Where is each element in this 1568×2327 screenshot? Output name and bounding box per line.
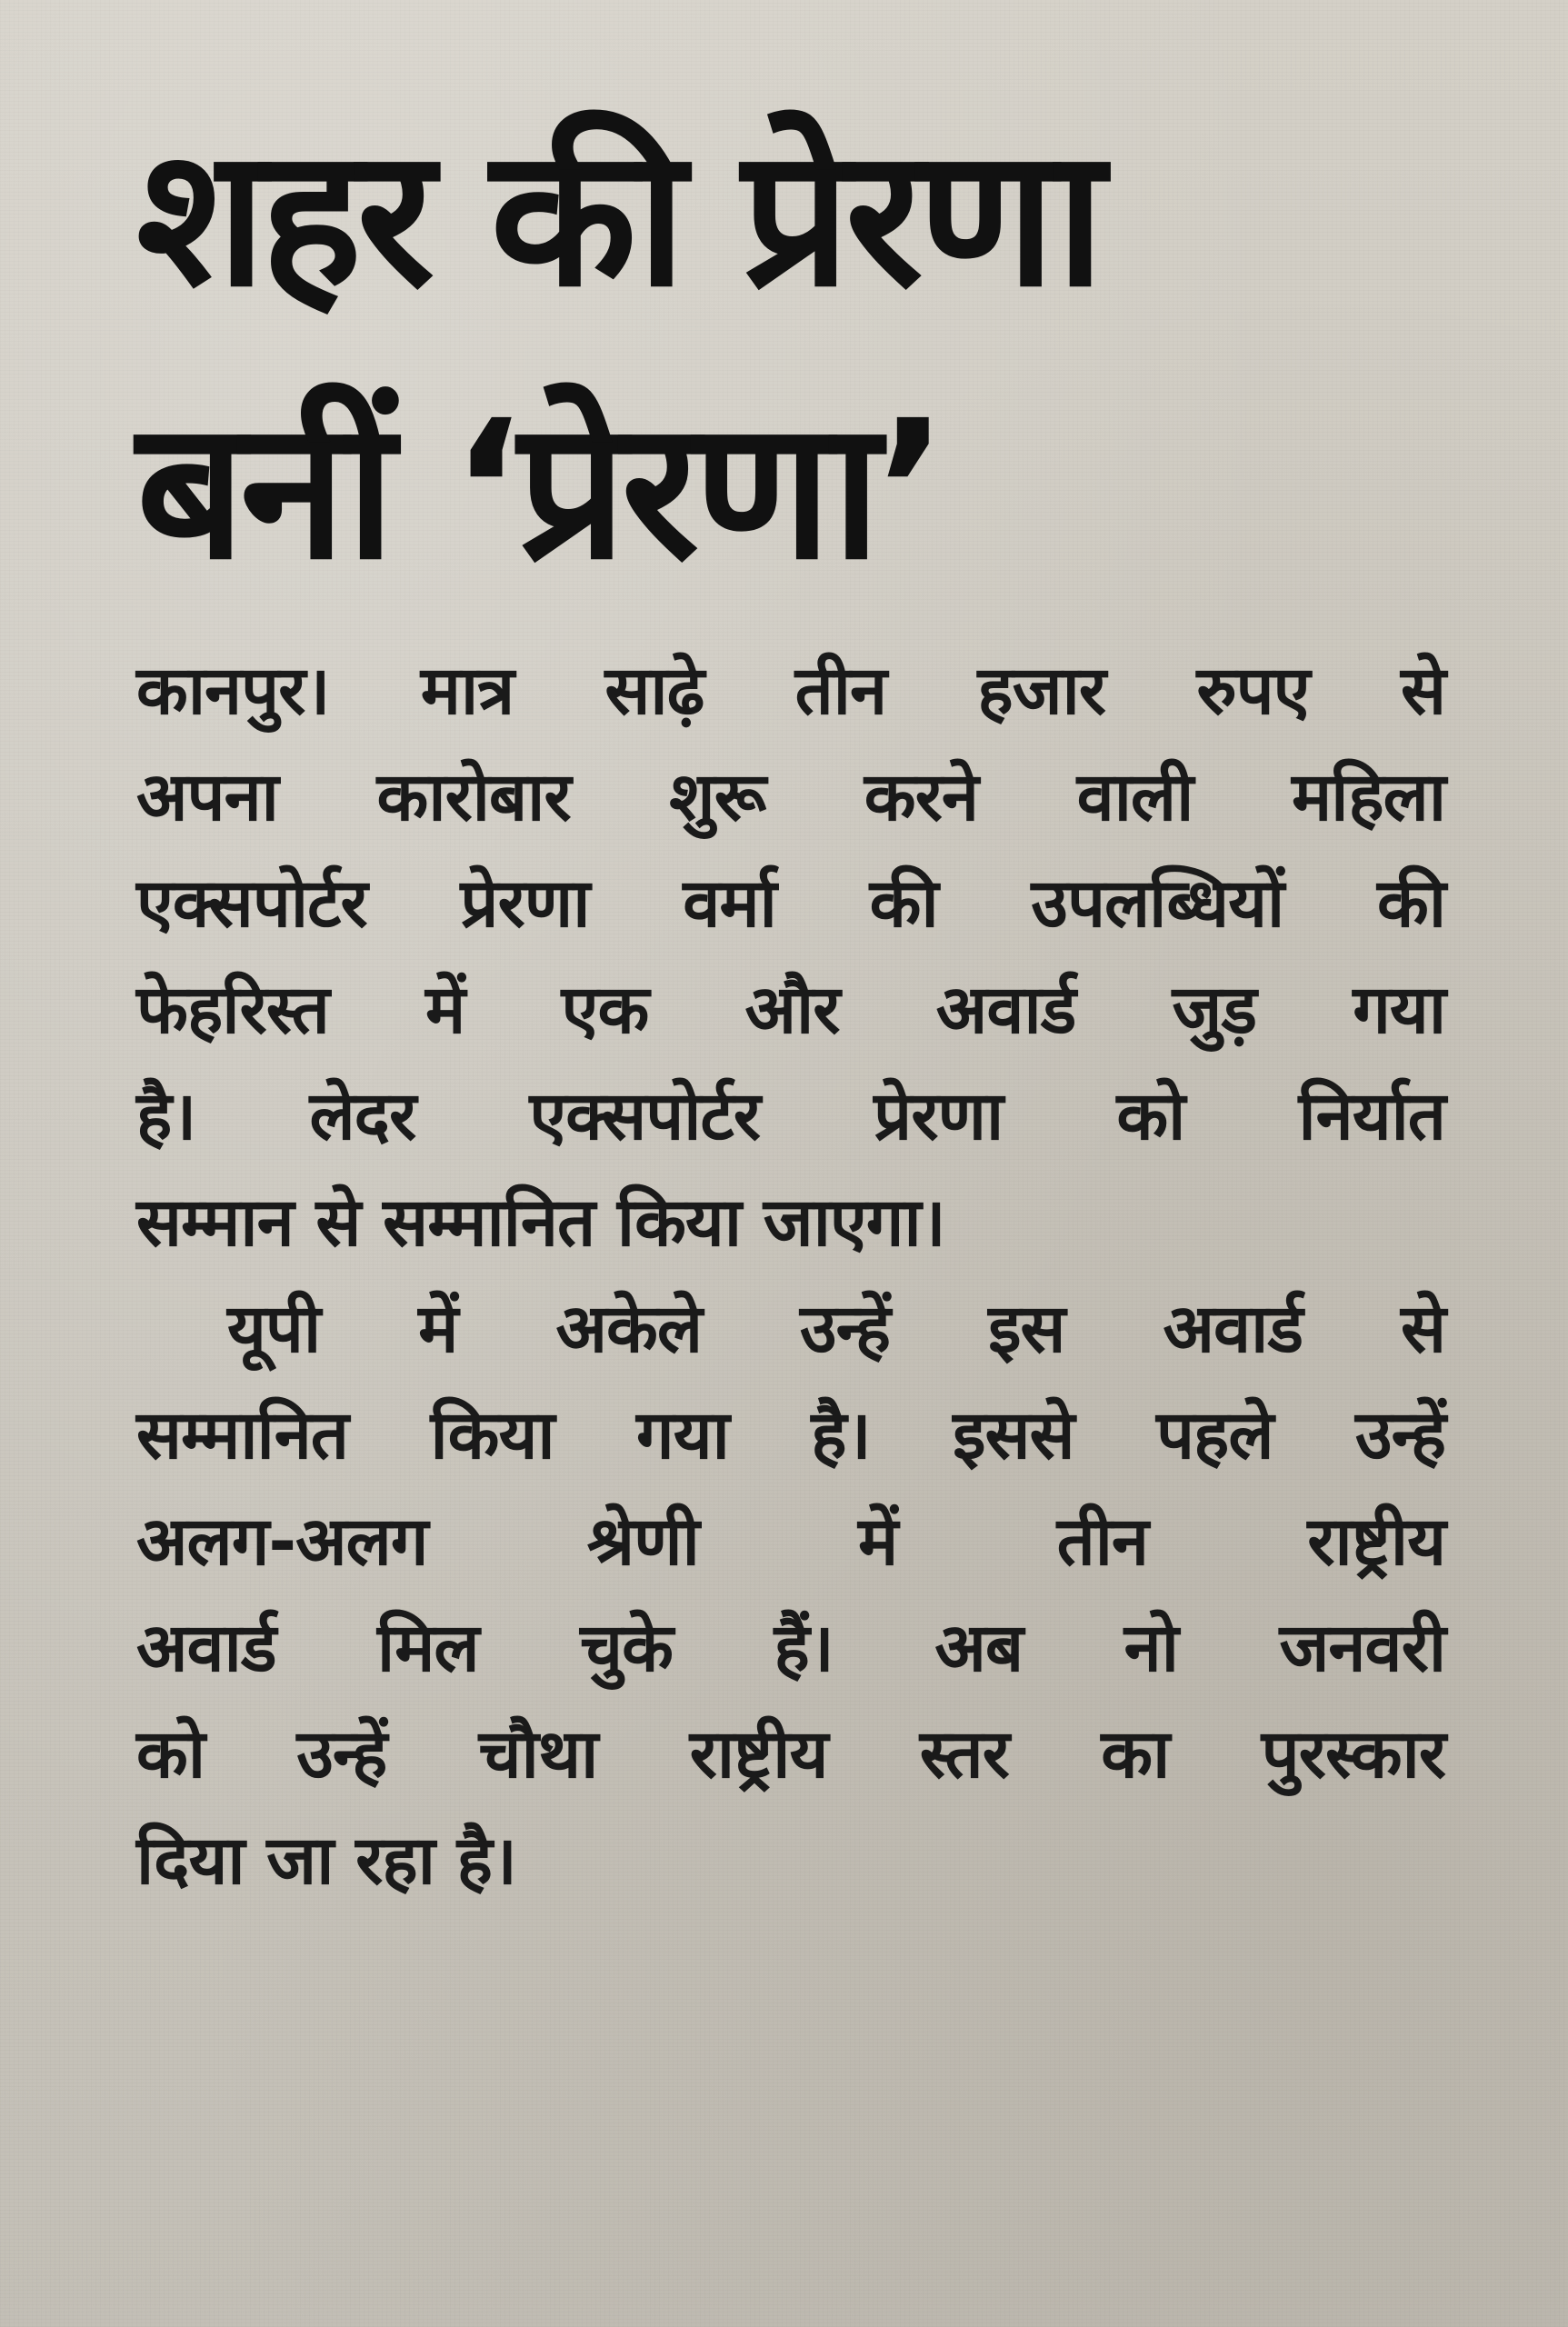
paragraph-1-line-5: है। लेदर एक्सपोर्टर प्रेरणा को निर्यात: [136, 1077, 1445, 1155]
headline: [136, 82, 1445, 627]
paragraph-1-line-3: एक्सपोर्टर प्रेरणा वर्मा की उपलब्धियों की: [136, 864, 1445, 943]
paragraph-2-line-1: यूपी में अकेले उन्हें इस अवार्ड से: [227, 1290, 1445, 1368]
headline-line-2: बनीं ‘प्रेरणा’: [136, 379, 944, 602]
paragraph-2-line-4: अवार्ड मिल चुके हैं। अब नो जनवरी: [136, 1609, 1445, 1687]
paragraph-1: [136, 638, 1445, 1276]
paragraph-2-line-3: अलग-अलग श्रेणी में तीन राष्ट्रीय: [136, 1503, 1445, 1581]
paragraph-1-line-6: सम्मान से सम्मानित किया जाएगा।: [136, 1183, 945, 1262]
paragraph-1-line-4: फेहरिस्त में एक और अवार्ड जुड़ गया: [136, 971, 1445, 1049]
paragraph-2-line-5: को उन्हें चौथा राष्ट्रीय स्तर का पुरस्कार: [136, 1715, 1445, 1793]
headline-line-1: शहर की प्रेरणा: [136, 106, 1100, 329]
paragraph-2-line-2: सम्मानित किया गया है। इससे पहले उन्हें: [136, 1396, 1445, 1474]
news-article: [136, 82, 1445, 1914]
paragraph-1-line-1: कानपुर। मात्र साढ़े तीन हजार रुपए से: [136, 652, 1445, 730]
paragraph-1-line-2: अपना कारोबार शुरू करने वाली महिला: [136, 758, 1445, 836]
paragraph-2-line-6: दिया जा रहा है।: [136, 1822, 516, 1900]
article-body: [136, 638, 1445, 1914]
paragraph-2: [136, 1276, 1445, 1914]
